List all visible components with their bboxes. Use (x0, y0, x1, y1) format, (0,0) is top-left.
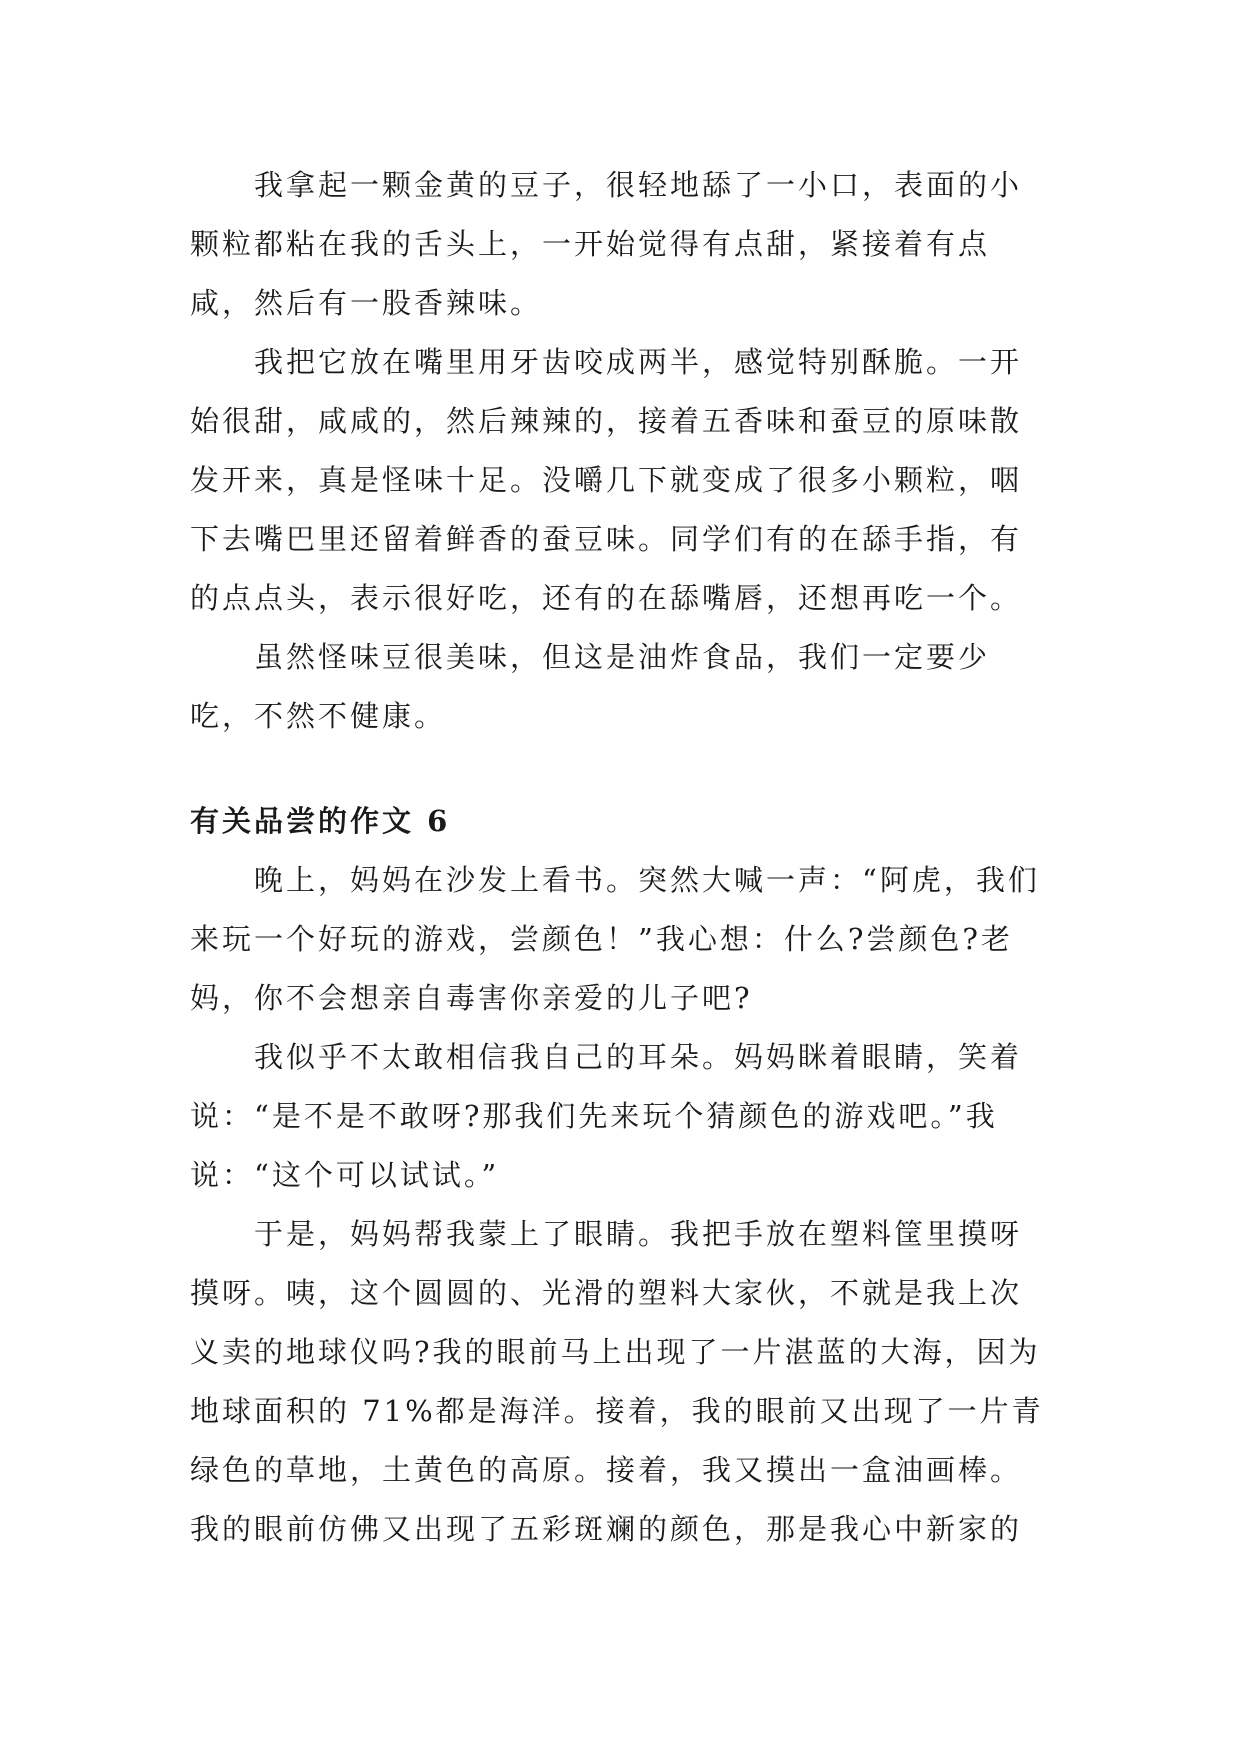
paragraph: 于是，妈妈帮我蒙上了眼睛。我把手放在塑料筐里摸呀摸呀。咦，这个圆圆的、光滑的塑料大家伙，不就是我上次义卖的地球仪吗?我的眼前马上出现了一片湛蓝的大海，因为地球面积的 71%都是海洋。接着，我的眼前又出现了一片青绿色的草地，土黄色的高原。接着，我又摸出一盒油画棒。我的眼前仿佛又出现了五彩斑斓的颜色，那是我心中新家的 (190, 1217, 1044, 1546)
section-heading: 有关品尝的作文 6 (190, 804, 451, 838)
top-text-block (190, 156, 1050, 746)
paragraph: 晚上，妈妈在沙发上看书。突然大喊一声：“阿虎，我们来玩一个好玩的游戏，尝颜色！”我心想：什么?尝颜色?老妈，你不会想亲自毒害你亲爱的儿子吧? (190, 863, 1040, 1015)
paragraph: 虽然怪味豆很美味，但这是油炸食品，我们一定要少吃，不然不健康。 (190, 640, 991, 733)
paragraph: 我似乎不太敢相信我自己的耳朵。妈妈眯着眼睛，笑着说：“是不是不敢呀?那我们先来玩个猜颜色的游戏吧。”我说：“这个可以试试。” (190, 1040, 1023, 1192)
paragraph: 我拿起一颗金黄的豆子，很轻地舔了一小口，表面的小颗粒都粘在我的舌头上，一开始觉得有点甜，紧接着有点咸，然后有一股香辣味。 (190, 168, 1023, 320)
section-heading-wrap (190, 792, 1050, 851)
bottom-text-block (190, 851, 1050, 1559)
paragraph: 我把它放在嘴里用牙齿咬成两半，感觉特别酥脆。一开始很甜，咸咸的，然后辣辣的，接着五香味和蚕豆的原味散发开来，真是怪味十足。没嚼几下就变成了很多小颗粒，咽下去嘴巴里还留着鲜香的蚕豆味。同学们有的在舔手指，有的点点头，表示很好吃，还有的在舔嘴唇，还想再吃一个。 (190, 345, 1023, 615)
